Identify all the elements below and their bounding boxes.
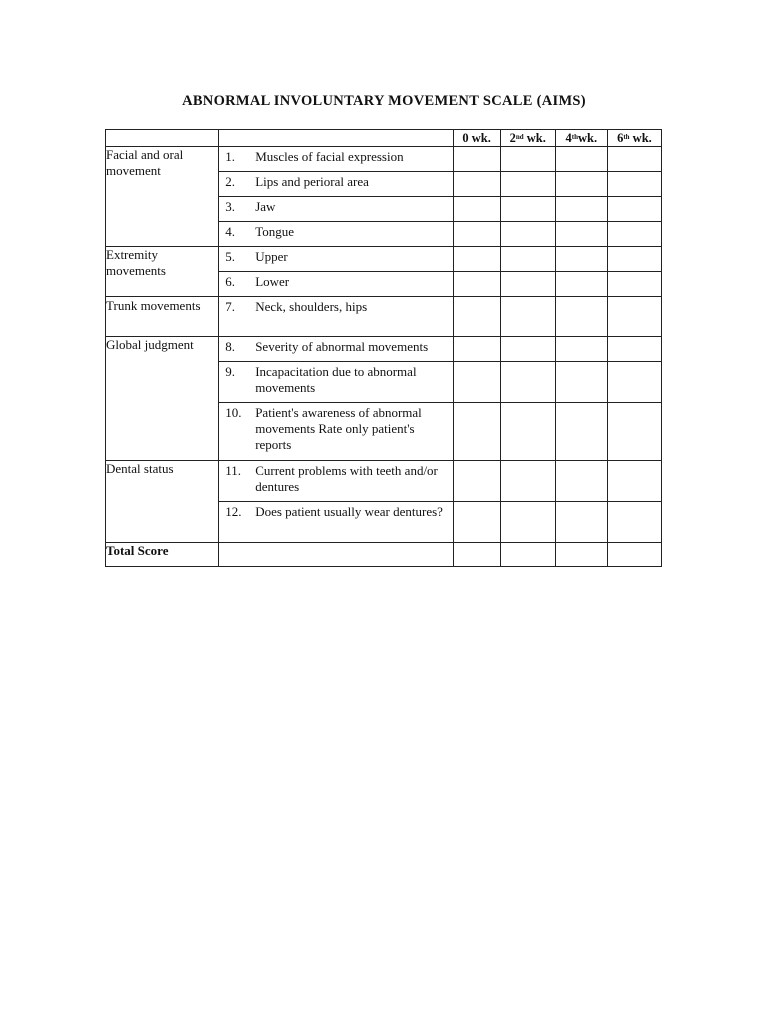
score-cell[interactable] — [453, 502, 500, 543]
category-global-judgment: Global judgment — [106, 337, 219, 461]
item-label: Incapacitation due to abnormal movements — [255, 364, 417, 395]
total-row — [106, 543, 662, 567]
score-cell[interactable] — [453, 272, 500, 297]
score-cell[interactable] — [500, 247, 555, 272]
category-dental-status: Dental status — [106, 461, 219, 543]
score-cell[interactable] — [607, 337, 661, 362]
category-extremity: Extremity movements — [106, 247, 219, 297]
header-week-4: 4thwk. — [555, 130, 607, 147]
item-number: 1. — [225, 149, 235, 164]
score-cell[interactable] — [607, 403, 661, 461]
score-cell[interactable] — [607, 222, 661, 247]
aims-table — [105, 129, 662, 567]
table-row — [106, 147, 662, 172]
total-blank-cell — [219, 543, 453, 567]
item-label: Patient's awareness of abnormal movements Rate only patient's reports — [255, 405, 422, 452]
score-cell[interactable] — [607, 147, 661, 172]
item-number: 11. — [225, 463, 241, 478]
header-blank-item — [219, 130, 453, 147]
item-label: Jaw — [255, 199, 276, 214]
item-cell — [219, 403, 453, 461]
category-facial-oral: Facial and oral movement — [106, 147, 219, 247]
item-cell — [219, 297, 453, 337]
score-cell[interactable] — [555, 461, 607, 502]
score-cell[interactable] — [500, 337, 555, 362]
score-cell[interactable] — [453, 297, 500, 337]
total-score-cell[interactable] — [500, 543, 555, 567]
score-cell[interactable] — [555, 172, 607, 197]
score-cell[interactable] — [500, 197, 555, 222]
score-cell[interactable] — [453, 337, 500, 362]
score-cell[interactable] — [500, 502, 555, 543]
total-score-label: Total Score — [106, 543, 219, 567]
item-label: Does patient usually wear dentures? — [255, 504, 443, 519]
score-cell[interactable] — [555, 247, 607, 272]
score-cell[interactable] — [500, 147, 555, 172]
score-cell[interactable] — [555, 272, 607, 297]
score-cell[interactable] — [607, 461, 661, 502]
item-number: 4. — [225, 224, 235, 239]
item-label: Neck, shoulders, hips — [255, 299, 368, 314]
score-cell[interactable] — [555, 337, 607, 362]
score-cell[interactable] — [607, 197, 661, 222]
item-cell — [219, 337, 453, 362]
score-cell[interactable] — [453, 222, 500, 247]
score-cell[interactable] — [500, 461, 555, 502]
score-cell[interactable] — [453, 247, 500, 272]
score-cell[interactable] — [555, 362, 607, 403]
total-score-cell[interactable] — [453, 543, 500, 567]
item-cell — [219, 461, 453, 502]
item-label: Lips and perioral area — [255, 174, 369, 189]
item-cell — [219, 272, 453, 297]
total-score-cell[interactable] — [607, 543, 661, 567]
score-cell[interactable] — [607, 172, 661, 197]
table-row — [106, 297, 662, 337]
header-week-0: 0 wk. — [453, 130, 500, 147]
score-cell[interactable] — [555, 197, 607, 222]
total-score-cell[interactable] — [555, 543, 607, 567]
item-cell — [219, 197, 453, 222]
item-label: Muscles of facial expression — [255, 149, 404, 164]
score-cell[interactable] — [500, 403, 555, 461]
item-number: 6. — [225, 274, 235, 289]
score-cell[interactable] — [500, 222, 555, 247]
score-cell[interactable] — [555, 502, 607, 543]
score-cell[interactable] — [607, 272, 661, 297]
score-cell[interactable] — [500, 297, 555, 337]
item-cell — [219, 502, 453, 543]
score-cell[interactable] — [555, 222, 607, 247]
header-row — [106, 130, 662, 147]
item-number: 10. — [225, 405, 242, 420]
table-row — [106, 461, 662, 502]
item-cell — [219, 222, 453, 247]
item-number: 2. — [225, 174, 235, 189]
item-number: 3. — [225, 199, 235, 214]
item-label: Current problems with teeth and/or dentures — [255, 463, 438, 494]
item-cell — [219, 247, 453, 272]
score-cell[interactable] — [607, 297, 661, 337]
score-cell[interactable] — [500, 272, 555, 297]
score-cell[interactable] — [453, 147, 500, 172]
item-number: 8. — [225, 339, 235, 354]
item-label: Severity of abnormal movements — [255, 339, 429, 354]
score-cell[interactable] — [607, 502, 661, 543]
header-blank-category — [106, 130, 219, 147]
page-title: ABNORMAL INVOLUNTARY MOVEMENT SCALE (AIMS) — [182, 93, 586, 109]
score-cell[interactable] — [453, 362, 500, 403]
item-label: Lower — [255, 274, 290, 289]
score-cell[interactable] — [555, 297, 607, 337]
header-week-2: 2nd wk. — [500, 130, 555, 147]
header-week-6: 6th wk. — [607, 130, 661, 147]
item-label: Tongue — [255, 224, 295, 239]
item-cell — [219, 147, 453, 172]
item-cell — [219, 362, 453, 403]
score-cell[interactable] — [453, 461, 500, 502]
item-number: 5. — [225, 249, 235, 264]
table-row — [106, 337, 662, 362]
score-cell[interactable] — [607, 362, 661, 403]
item-number: 7. — [225, 299, 235, 314]
item-number: 12. — [225, 504, 242, 519]
item-cell — [219, 172, 453, 197]
item-number: 9. — [225, 364, 235, 379]
item-label: Upper — [255, 249, 288, 264]
score-cell[interactable] — [500, 172, 555, 197]
score-cell[interactable] — [607, 247, 661, 272]
score-cell[interactable] — [453, 172, 500, 197]
table-row — [106, 247, 662, 272]
score-cell[interactable] — [555, 403, 607, 461]
score-cell[interactable] — [453, 403, 500, 461]
score-cell[interactable] — [555, 147, 607, 172]
category-trunk: Trunk movements — [106, 297, 219, 337]
score-cell[interactable] — [453, 197, 500, 222]
score-cell[interactable] — [500, 362, 555, 403]
